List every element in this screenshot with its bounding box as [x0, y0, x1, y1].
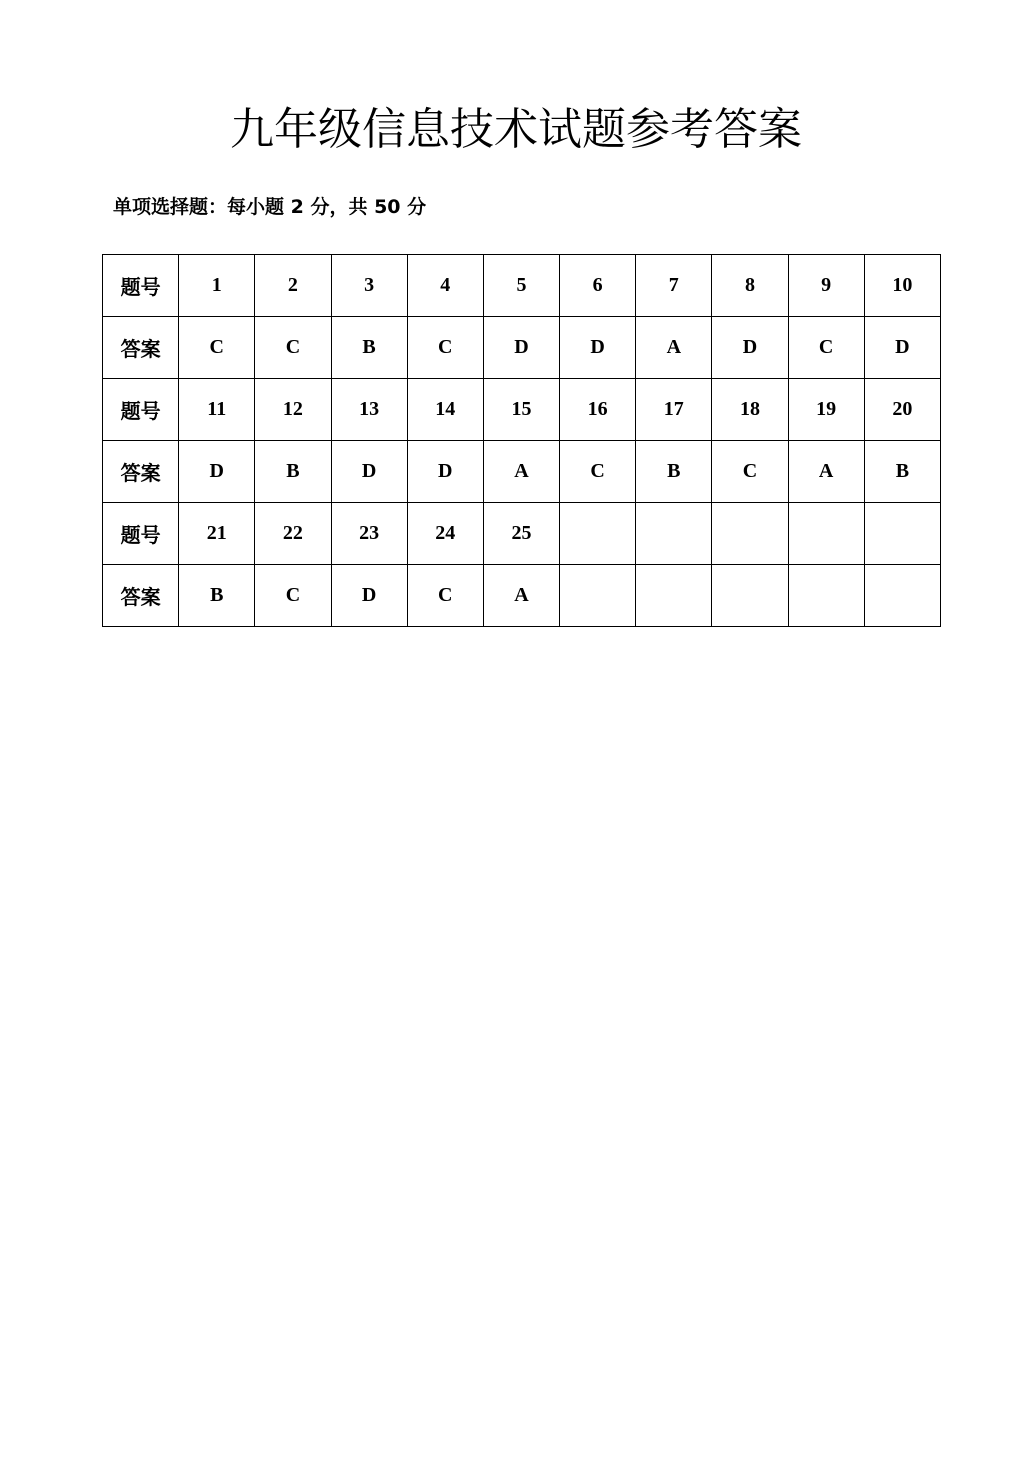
empty-cell	[636, 565, 712, 627]
question-number-cell: 12	[255, 379, 331, 441]
answer-cell: D	[483, 317, 559, 379]
empty-cell	[712, 503, 788, 565]
answer-cell: C	[788, 317, 864, 379]
question-number-cell: 3	[331, 255, 407, 317]
question-number-cell: 9	[788, 255, 864, 317]
question-number-cell: 2	[255, 255, 331, 317]
question-number-cell: 17	[636, 379, 712, 441]
empty-cell	[636, 503, 712, 565]
empty-cell	[864, 565, 940, 627]
answer-cell: B	[255, 441, 331, 503]
question-number-cell: 15	[483, 379, 559, 441]
question-number-cell: 5	[483, 255, 559, 317]
answer-cell: D	[331, 565, 407, 627]
question-number-cell: 1	[179, 255, 255, 317]
answer-cell: C	[560, 441, 636, 503]
question-number-row	[103, 255, 941, 317]
question-number-cell: 7	[636, 255, 712, 317]
question-number-cell: 19	[788, 379, 864, 441]
answer-cell: C	[255, 565, 331, 627]
answer-cell: B	[864, 441, 940, 503]
question-number-cell: 16	[560, 379, 636, 441]
answer-cell: C	[255, 317, 331, 379]
answer-cell: B	[636, 441, 712, 503]
answer-cell: B	[331, 317, 407, 379]
answer-cell: C	[179, 317, 255, 379]
row-label: 答案	[103, 565, 179, 627]
answer-row	[103, 565, 941, 627]
question-number-cell: 10	[864, 255, 940, 317]
answer-cell: A	[788, 441, 864, 503]
answer-cell: C	[712, 441, 788, 503]
empty-cell	[864, 503, 940, 565]
section-heading: 单项选择题：每小题 2 分，共 50 分	[113, 196, 427, 218]
answer-cell: D	[179, 441, 255, 503]
row-label: 答案	[103, 317, 179, 379]
row-label: 题号	[103, 255, 179, 317]
row-label: 题号	[103, 379, 179, 441]
answer-cell: D	[331, 441, 407, 503]
answer-cell: C	[407, 565, 483, 627]
row-label: 答案	[103, 441, 179, 503]
question-number-cell: 4	[407, 255, 483, 317]
answer-cell: D	[864, 317, 940, 379]
question-number-cell: 18	[712, 379, 788, 441]
question-number-cell: 8	[712, 255, 788, 317]
answer-cell: D	[407, 441, 483, 503]
answer-cell: B	[179, 565, 255, 627]
answer-cell: C	[407, 317, 483, 379]
page-title: 九年级信息技术试题参考答案	[230, 104, 802, 155]
row-label: 题号	[103, 503, 179, 565]
answer-cell: A	[483, 441, 559, 503]
question-number-cell: 25	[483, 503, 559, 565]
empty-cell	[560, 565, 636, 627]
question-number-cell: 11	[179, 379, 255, 441]
question-number-row	[103, 379, 941, 441]
empty-cell	[560, 503, 636, 565]
question-number-cell: 20	[864, 379, 940, 441]
answer-cell: D	[560, 317, 636, 379]
question-number-cell: 24	[407, 503, 483, 565]
question-number-cell: 13	[331, 379, 407, 441]
empty-cell	[788, 565, 864, 627]
question-number-row	[103, 503, 941, 565]
answer-cell: D	[712, 317, 788, 379]
question-number-cell: 21	[179, 503, 255, 565]
answer-row	[103, 441, 941, 503]
question-number-cell: 23	[331, 503, 407, 565]
question-number-cell: 6	[560, 255, 636, 317]
answer-row	[103, 317, 941, 379]
answer-cell: A	[483, 565, 559, 627]
empty-cell	[788, 503, 864, 565]
empty-cell	[712, 565, 788, 627]
question-number-cell: 22	[255, 503, 331, 565]
answer-table	[102, 254, 941, 627]
answer-cell: A	[636, 317, 712, 379]
question-number-cell: 14	[407, 379, 483, 441]
